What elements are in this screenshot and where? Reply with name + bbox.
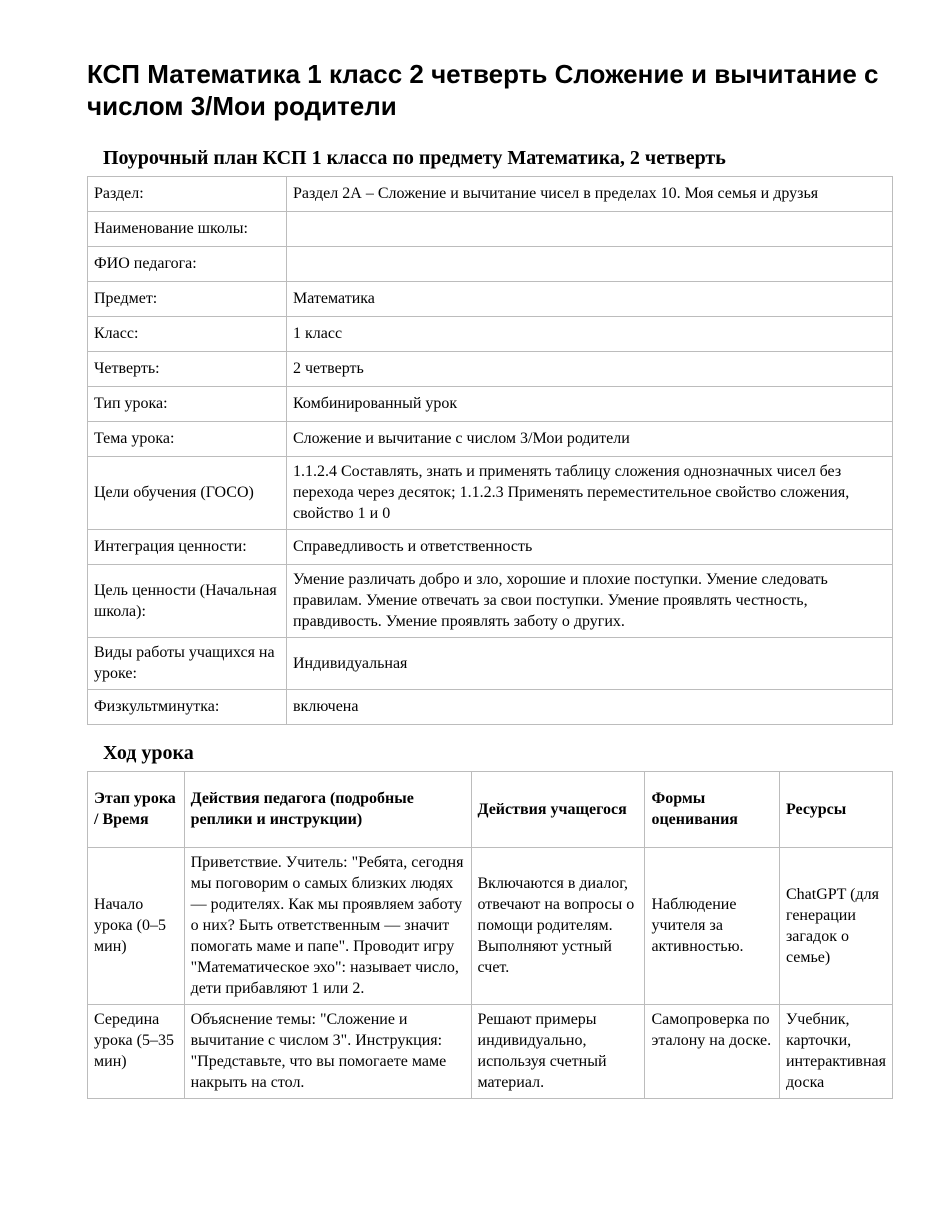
info-row (88, 352, 893, 387)
assessment-cell: Наблюдение учителя за активностью. (645, 848, 780, 1005)
info-value: 1 класс (287, 317, 893, 352)
info-row (88, 177, 893, 212)
info-row (88, 212, 893, 247)
stage-cell: Начало урока (0–5 мин) (88, 848, 185, 1005)
info-row (88, 457, 893, 530)
column-header-assessment: Формы оценивания (645, 772, 780, 848)
column-header-stage: Этап урока / Время (88, 772, 185, 848)
info-label: Цели обучения (ГОСО) (88, 457, 287, 530)
info-value: Раздел 2А – Сложение и вычитание чисел в пределах 10. Моя семья и друзья (287, 177, 893, 212)
lesson-info-table (87, 176, 893, 725)
stage-cell: Середина урока (5–35 мин) (88, 1005, 185, 1099)
lesson-table-header-row (88, 772, 893, 848)
document-title: КСП Математика 1 класс 2 четверть Сложение и вычитание с числом 3/Мои родители (87, 59, 879, 121)
resources-cell: ChatGPT (для генерации загадок о семье) (779, 848, 892, 1005)
info-label: ФИО педагога: (88, 247, 287, 282)
lesson-flow-heading: Ход урока (103, 742, 194, 764)
info-value: Справедливость и ответственность (287, 530, 893, 565)
info-label: Тема урока: (88, 422, 287, 457)
student-actions-cell: Решают примеры индивидуально, используя счетный материал. (471, 1005, 645, 1099)
info-value: 1.1.2.4 Составлять, знать и применять таблицу сложения однозначных чисел без перехода через десяток; 1.1.2.3 Применять переместительное свойство сложения, свойство 1 и 0 (287, 457, 893, 530)
info-label: Интеграция ценности: (88, 530, 287, 565)
teacher-actions-cell: Объяснение темы: "Сложение и вычитание с числом 3". Инструкция: "Представьте, что вы помогаете маме накрыть на стол. (184, 1005, 471, 1099)
info-row (88, 565, 893, 638)
info-row (88, 317, 893, 352)
resources-cell: Учебник, карточки, интерактивная доска (779, 1005, 892, 1099)
info-label: Класс: (88, 317, 287, 352)
lesson-row (88, 848, 893, 1005)
info-value (287, 212, 893, 247)
teacher-actions-cell: Приветствие. Учитель: "Ребята, сегодня мы поговорим о самых близких людях — родителях. Как мы проявляем заботу о них? Быть ответственным — значит помогать маме и папе". Проводит игру "Математическое эхо": называет число, дети прибавляют 1 или 2. (184, 848, 471, 1005)
plan-heading: Поурочный план КСП 1 класса по предмету Математика, 2 четверть (103, 147, 726, 169)
info-value (287, 247, 893, 282)
student-actions-cell: Включаются в диалог, отвечают на вопросы о помощи родителям. Выполняют устный счет. (471, 848, 645, 1005)
info-label: Виды работы учащихся на уроке: (88, 638, 287, 690)
info-value: Умение различать добро и зло, хорошие и плохие поступки. Умение следовать правилам. Умение отвечать за свои поступки. Умение проявлять честность, правдивость. Умение проявлять заботу о других. (287, 565, 893, 638)
info-row (88, 530, 893, 565)
info-value: Индивидуальная (287, 638, 893, 690)
column-header-resources: Ресурсы (779, 772, 892, 848)
info-label: Физкультминутка: (88, 690, 287, 725)
info-value: Сложение и вычитание с числом 3/Мои родители (287, 422, 893, 457)
document-page (87, 58, 893, 1099)
info-label: Тип урока: (88, 387, 287, 422)
info-value: Математика (287, 282, 893, 317)
info-label: Четверть: (88, 352, 287, 387)
info-row (88, 247, 893, 282)
lesson-flow-table (87, 771, 893, 1099)
info-label: Цель ценности (Начальная школа): (88, 565, 287, 638)
info-label: Наименование школы: (88, 212, 287, 247)
lesson-row (88, 1005, 893, 1099)
info-label: Раздел: (88, 177, 287, 212)
info-row (88, 282, 893, 317)
info-value: 2 четверть (287, 352, 893, 387)
column-header-teacher: Действия педагога (подробные реплики и инструкции) (184, 772, 471, 848)
info-row (88, 638, 893, 690)
info-row (88, 387, 893, 422)
assessment-cell: Самопроверка по эталону на доске. (645, 1005, 780, 1099)
info-value: включена (287, 690, 893, 725)
column-header-student: Действия учащегося (471, 772, 645, 848)
info-row (88, 690, 893, 725)
info-label: Предмет: (88, 282, 287, 317)
info-value: Комбинированный урок (287, 387, 893, 422)
info-row (88, 422, 893, 457)
